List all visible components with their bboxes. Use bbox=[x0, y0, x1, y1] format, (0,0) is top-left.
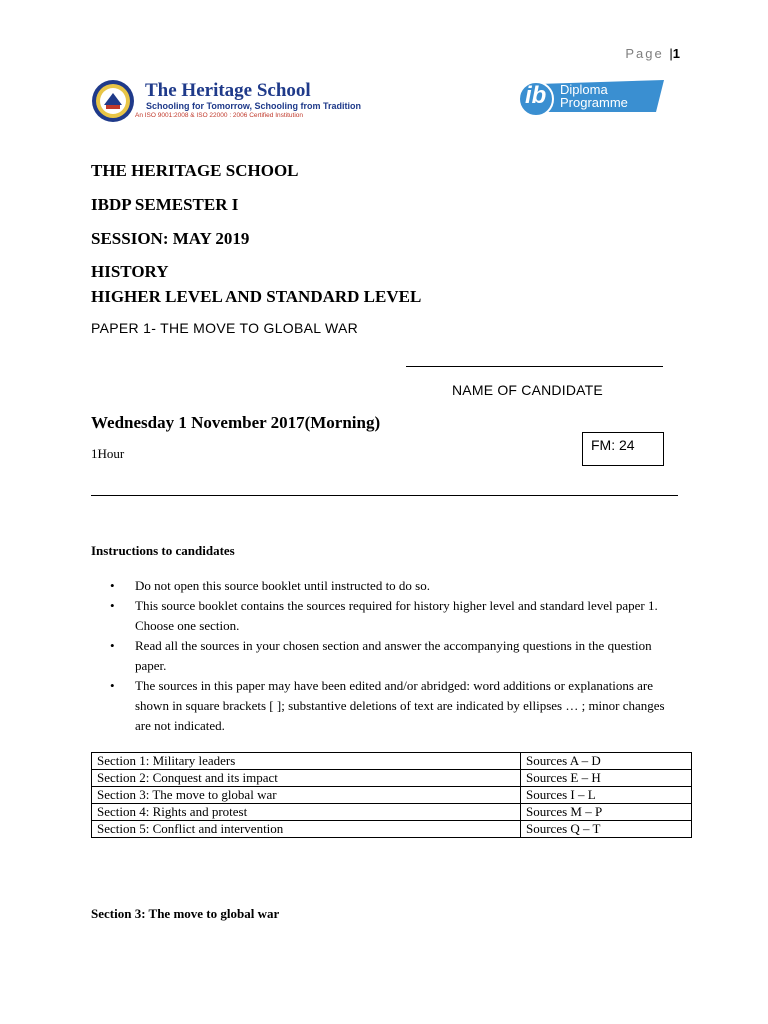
table-row bbox=[92, 787, 692, 804]
table-row bbox=[92, 804, 692, 821]
section-cell: Section 2: Conquest and its impact bbox=[92, 770, 521, 787]
instruction-item: • Do not open this source booklet until instructed to do so. bbox=[108, 576, 668, 596]
page-number bbox=[625, 46, 680, 61]
sources-cell: Sources Q – T bbox=[521, 821, 692, 838]
sections-table bbox=[91, 752, 692, 838]
school-certification: An ISO 9001:2008 & ISO 22000 : 2006 Certified Institution bbox=[135, 112, 304, 119]
page-number-value: 1 bbox=[672, 46, 680, 61]
school-tagline: Schooling for Tomorrow, Schooling from Tradition bbox=[146, 101, 361, 111]
page-separator: | bbox=[669, 46, 673, 61]
session-title: SESSION: MAY 2019 bbox=[91, 229, 250, 248]
ib-mark: ib bbox=[525, 82, 547, 109]
sources-cell: Sources E – H bbox=[521, 770, 692, 787]
divider bbox=[91, 495, 678, 496]
school-name: The Heritage School bbox=[145, 80, 311, 101]
exam-duration: 1Hour bbox=[91, 446, 125, 461]
exam-date: Wednesday 1 November 2017(Morning) bbox=[91, 413, 381, 432]
instructions-title: Instructions to candidates bbox=[91, 543, 235, 558]
ib-diploma-text: Diploma bbox=[560, 82, 608, 97]
sources-cell: Sources I – L bbox=[521, 787, 692, 804]
instruction-item: • The sources in this paper may have been edited and/or abridged: word additions or explanations are shown in square brackets [ ]; substantive deletions of text are indicated by ellipses … ; minor changes are not indicated. bbox=[108, 676, 668, 736]
subject-title: HISTORY bbox=[91, 262, 169, 281]
section-heading: Section 3: The move to global war bbox=[91, 906, 280, 921]
school-crest-logo bbox=[91, 79, 135, 123]
sources-cell: Sources A – D bbox=[521, 753, 692, 770]
ib-programme-text: Programme bbox=[560, 95, 628, 110]
instructions-list bbox=[108, 576, 668, 736]
page-label: Page bbox=[625, 46, 664, 61]
section-cell: Section 1: Military leaders bbox=[92, 753, 521, 770]
table-row bbox=[92, 753, 692, 770]
table-row bbox=[92, 770, 692, 787]
paper-title: PAPER 1- THE MOVE TO GLOBAL WAR bbox=[91, 320, 359, 336]
instruction-item: • This source booklet contains the sources required for history higher level and standard level paper 1. Choose one section. bbox=[108, 596, 668, 636]
candidate-name-label: NAME OF CANDIDATE bbox=[452, 382, 603, 398]
ib-diploma-logo bbox=[516, 78, 666, 118]
level-title: HIGHER LEVEL AND STANDARD LEVEL bbox=[91, 287, 422, 306]
section-cell: Section 4: Rights and protest bbox=[92, 804, 521, 821]
section-cell: Section 3: The move to global war bbox=[92, 787, 521, 804]
full-marks-box: FM: 24 bbox=[582, 432, 664, 466]
section-cell: Section 5: Conflict and intervention bbox=[92, 821, 521, 838]
school-title: THE HERITAGE SCHOOL bbox=[91, 161, 299, 180]
table-row bbox=[92, 821, 692, 838]
candidate-name-line bbox=[406, 366, 663, 367]
sources-cell: Sources M – P bbox=[521, 804, 692, 821]
semester-title: IBDP SEMESTER I bbox=[91, 195, 239, 214]
instruction-item: • Read all the sources in your chosen section and answer the accompanying questions in the question paper. bbox=[108, 636, 668, 676]
